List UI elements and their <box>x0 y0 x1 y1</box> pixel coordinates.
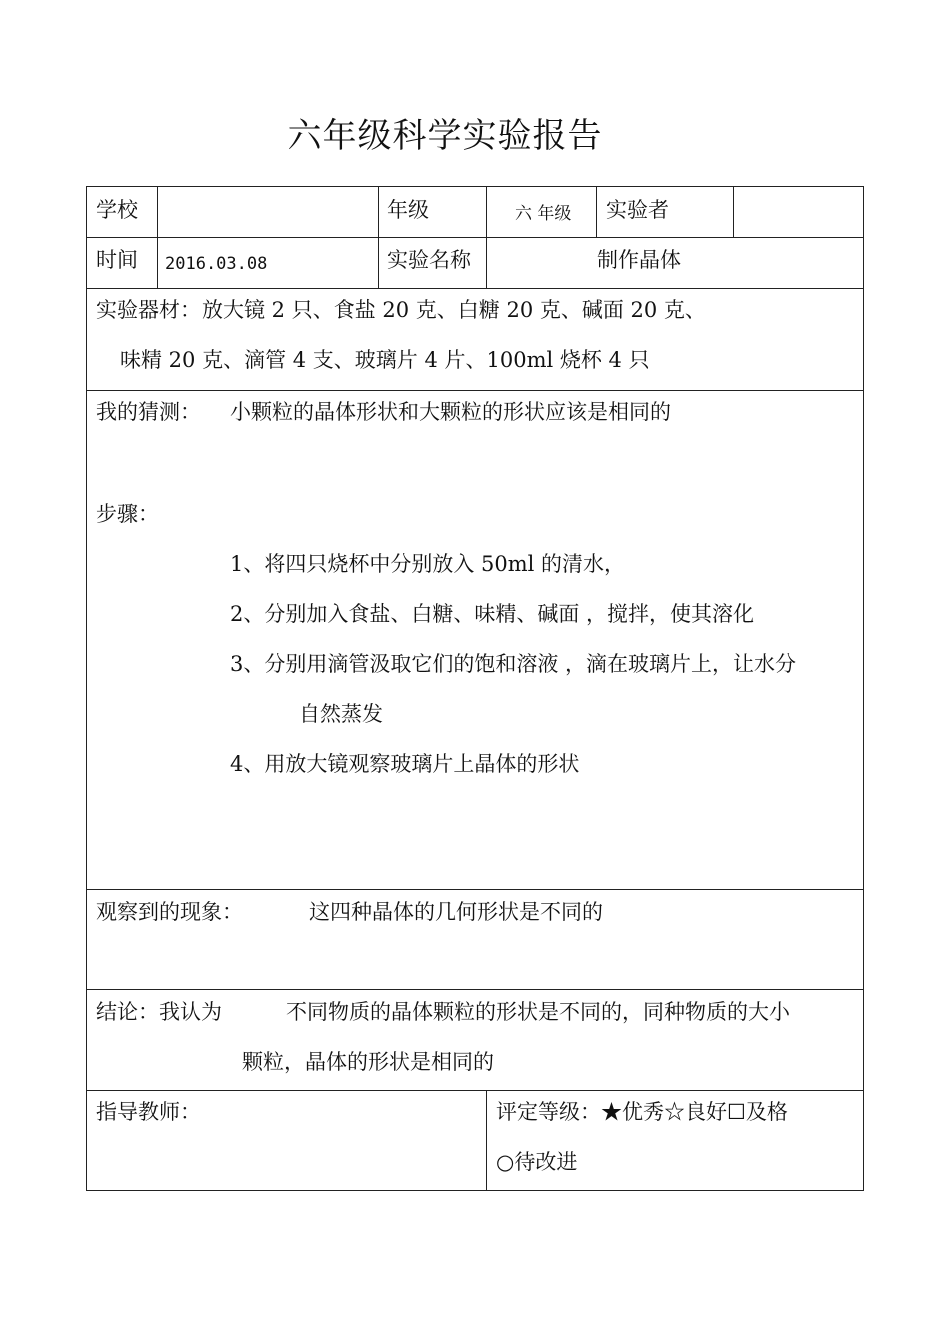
steps-label: 步骤： <box>96 502 159 526</box>
conclusion-line-1: 不同物质的晶体颗粒的形状是不同的，同种物质的大小 <box>286 1000 790 1024</box>
observation-label: 观察到的现象： <box>96 900 243 924</box>
column-divider <box>378 187 379 288</box>
row-divider <box>87 889 863 890</box>
time-label: 时间 <box>96 248 138 272</box>
hypothesis-text: 小颗粒的晶体形状和大颗粒的形状应该是相同的 <box>230 400 671 424</box>
column-divider <box>733 187 734 237</box>
column-divider <box>596 187 597 237</box>
observation-text: 这四种晶体的几何形状是不同的 <box>309 900 603 924</box>
row-divider <box>87 989 863 990</box>
step-item-continuation: 自然蒸发 <box>299 702 383 726</box>
page-title: 六年级科学实验报告 <box>287 116 603 156</box>
rating-line-2: ○待改进 <box>496 1150 578 1174</box>
experiment-name-label: 实验名称 <box>387 248 471 272</box>
grade-value: 六 年级 <box>515 204 572 224</box>
conclusion-label: 结论：我认为 <box>96 1000 222 1024</box>
step-item: 3、分别用滴管汲取它们的饱和溶液 ，滴在玻璃片上，让水分 <box>230 652 797 676</box>
step-item: 2、分别加入食盐、白糖、味精、碱面 ，搅拌，使其溶化 <box>230 602 755 626</box>
experimenter-label: 实验者 <box>606 198 669 222</box>
school-label: 学校 <box>96 198 138 222</box>
hypothesis-label: 我的猜测： <box>96 400 201 424</box>
column-divider <box>157 187 158 288</box>
grade-label: 年级 <box>387 198 429 222</box>
experiment-name-value: 制作晶体 <box>597 248 681 272</box>
column-divider <box>486 187 487 288</box>
row-divider <box>87 390 863 391</box>
row-divider <box>87 1090 863 1091</box>
materials-line-1: 放大镜 2 只、食盐 20 克、白糖 20 克、碱面 20 克、 <box>202 298 706 322</box>
row-divider <box>87 288 863 289</box>
materials-label: 实验器材： <box>96 298 201 322</box>
time-value: 2016.03.08 <box>165 254 268 274</box>
materials-line-2: 味精 20 克、滴管 4 支、玻璃片 4 片、100ml 烧杯 4 只 <box>120 348 650 372</box>
report-table <box>86 186 864 1191</box>
rating-line-1: 评定等级：★优秀☆良好☐及格 <box>496 1100 788 1124</box>
step-item: 1、将四只烧杯中分别放入 50ml 的清水， <box>230 552 626 576</box>
teacher-label: 指导教师： <box>96 1100 201 1124</box>
conclusion-line-2: 颗粒，晶体的形状是相同的 <box>242 1050 494 1074</box>
row-divider <box>87 237 863 238</box>
step-item: 4、用放大镜观察玻璃片上晶体的形状 <box>230 752 580 776</box>
column-divider <box>486 1090 487 1191</box>
